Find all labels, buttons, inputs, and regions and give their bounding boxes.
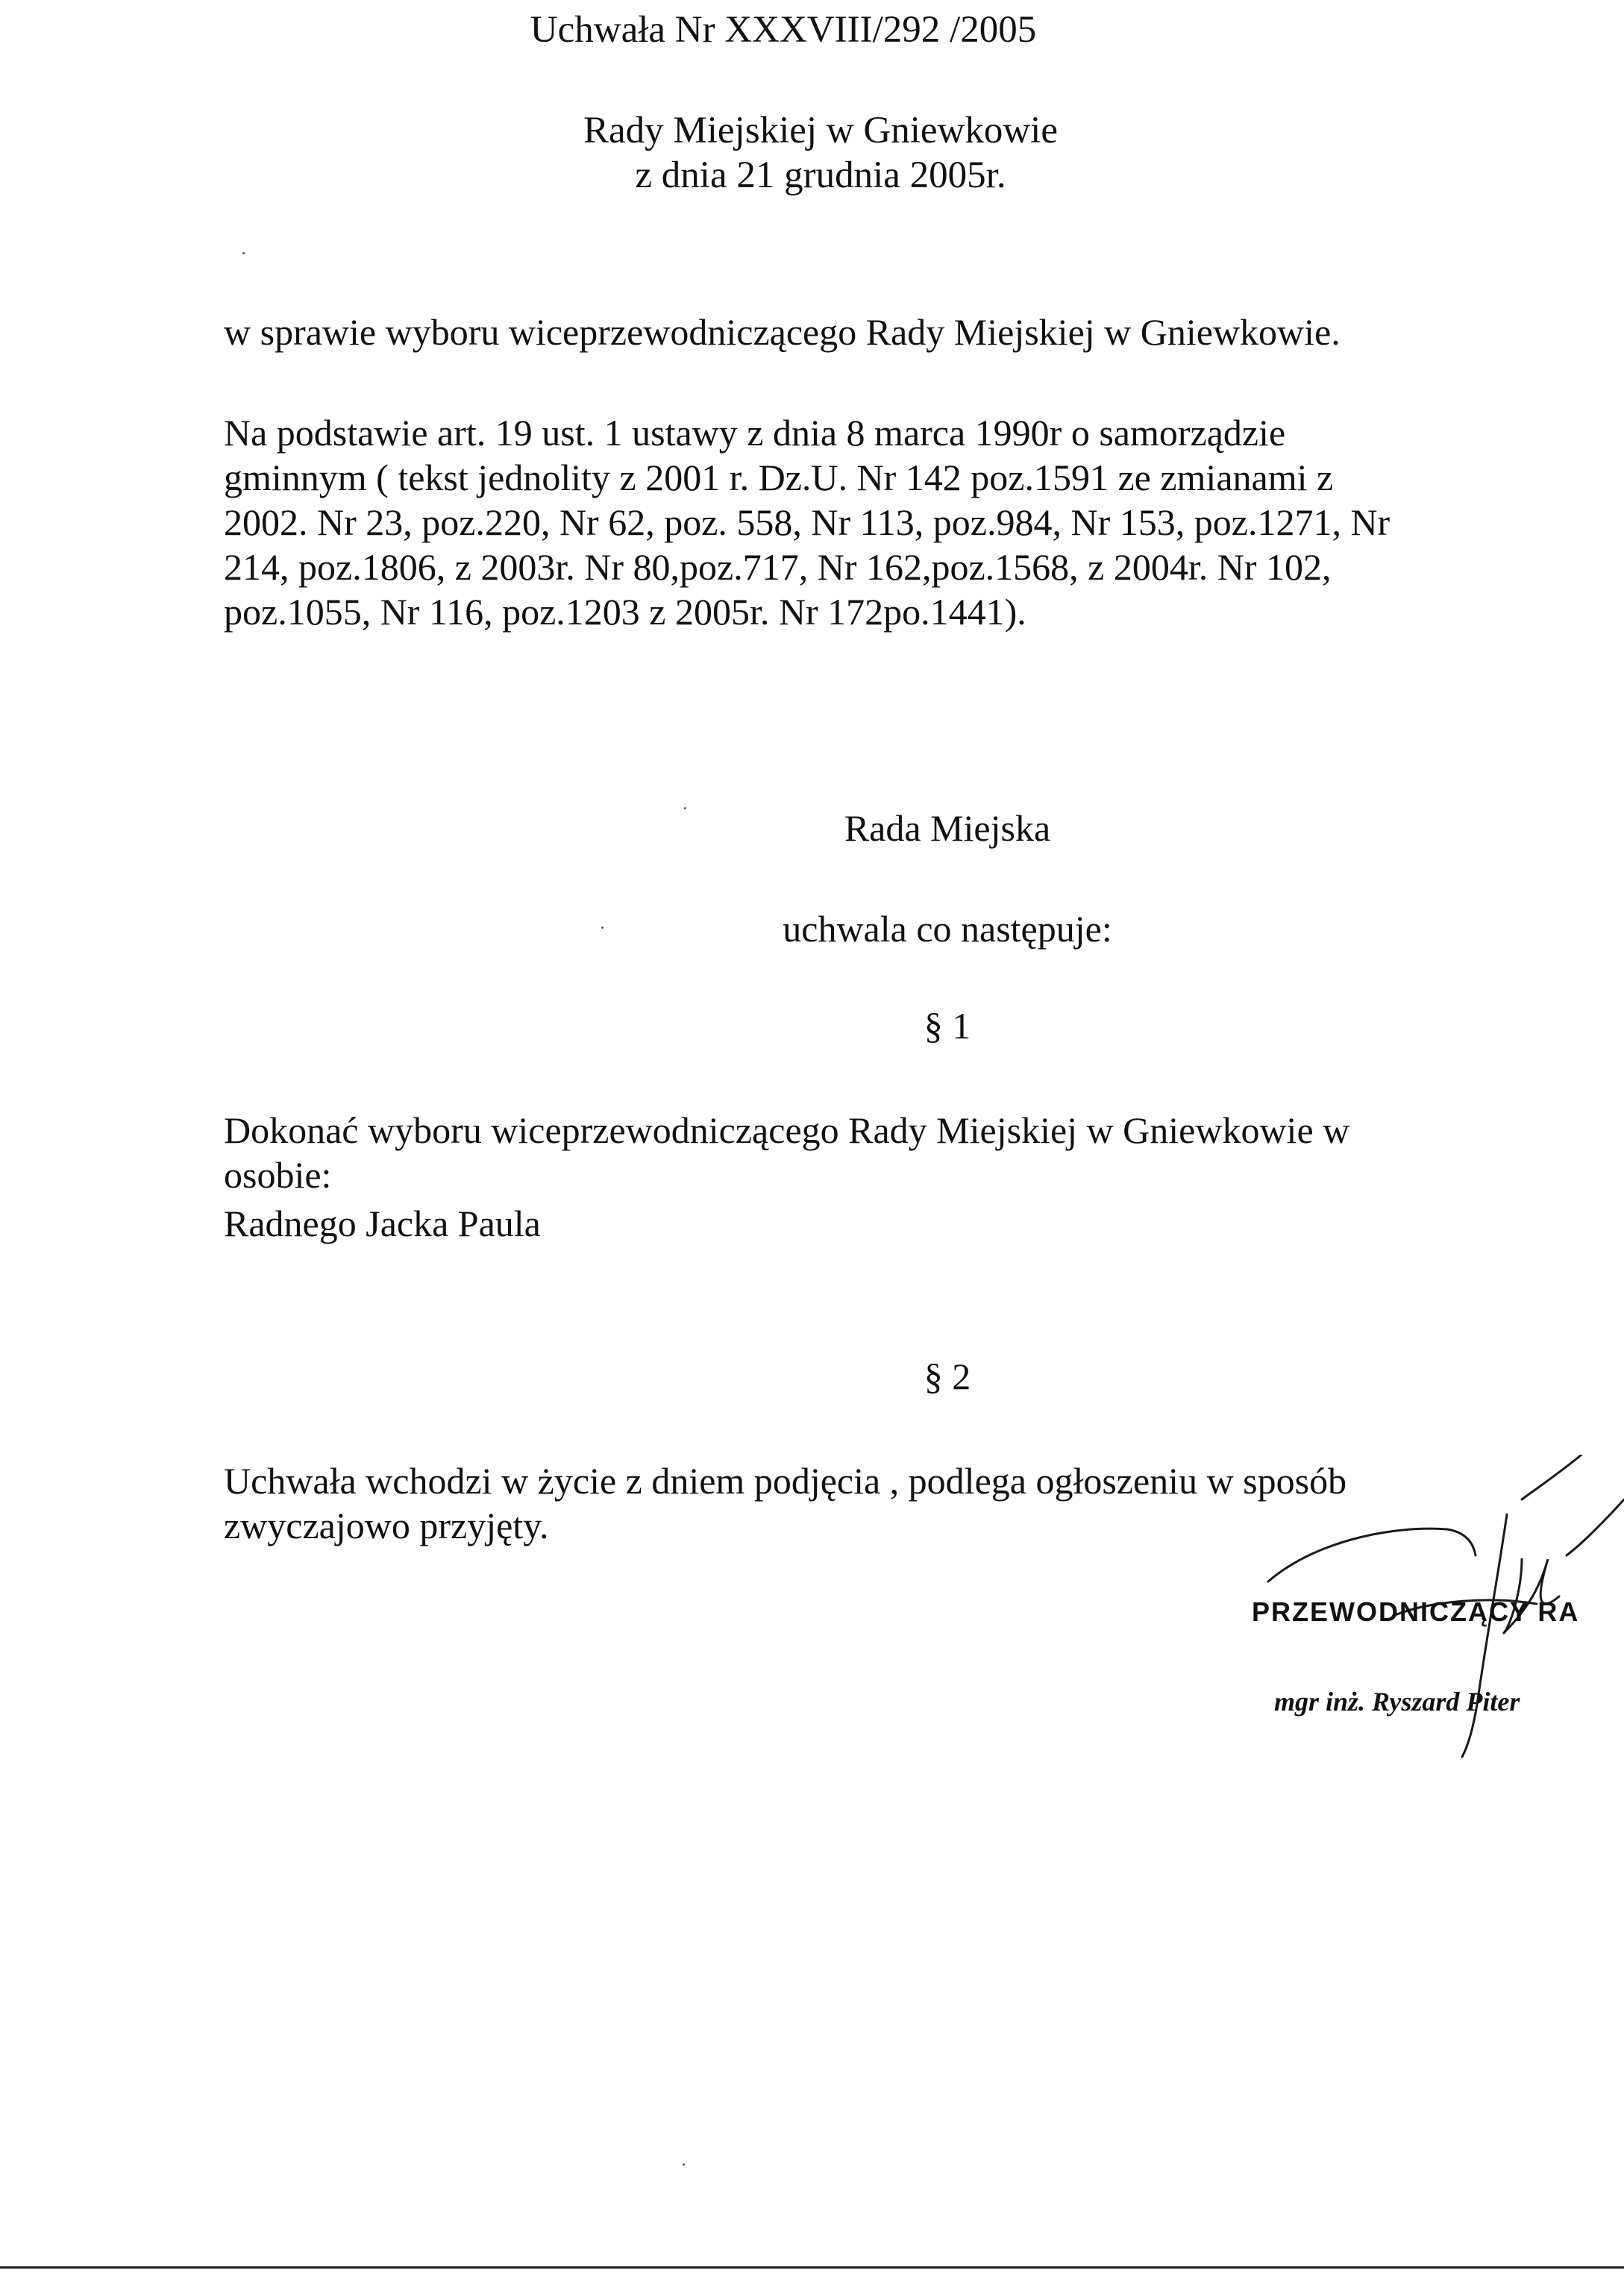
resolution-number: Uchwała Nr XXXVIII/292 /2005 bbox=[530, 9, 1037, 51]
stamp-title: PRZEWODNICZĄCY RA bbox=[1252, 1596, 1580, 1627]
scan-speck bbox=[242, 252, 245, 254]
section-1-mark: § 1 bbox=[924, 1005, 971, 1047]
legal-basis-line: 2002. Nr 23, poz.220, Nr 62, poz. 558, Nr 113, poz.984, Nr 153, poz.1271, Nr bbox=[224, 501, 1391, 543]
scan-speck bbox=[683, 2163, 685, 2166]
section-1-line: Radnego Jacka Paula bbox=[224, 1203, 541, 1244]
section-1-line: osobie: bbox=[224, 1154, 332, 1196]
resolution-date: z dnia 21 grudnia 2005r. bbox=[635, 154, 1006, 196]
legal-basis-line: gminnym ( tekst jednolity z 2001 r. Dz.U. Nr 142 poz.1591 ze zmianami z bbox=[224, 457, 1334, 498]
stamp-name: mgr inż. Ryszard Piter bbox=[1274, 1687, 1520, 1717]
council-body: Rada Miejska bbox=[844, 807, 1051, 849]
resolution-phrase: uchwala co następuje: bbox=[783, 908, 1112, 950]
legal-basis-line: 214, poz.1806, z 2003r. Nr 80,poz.717, Nr 162,poz.1568, z 2004r. Nr 102, bbox=[224, 546, 1332, 588]
resolution-subject: w sprawie wyboru wiceprzewodniczącego Rady Miejskiej w Gniewkowie. bbox=[224, 311, 1341, 353]
section-1-line: Dokonać wyboru wiceprzewodniczącego Rady Miejskiej w Gniewkowie w bbox=[224, 1109, 1350, 1151]
section-2-line: zwyczajowo przyjęty. bbox=[224, 1505, 549, 1546]
council-name: Rady Miejskiej w Gniewkowie bbox=[583, 110, 1058, 151]
legal-basis-line: Na podstawie art. 19 ust. 1 ustawy z dnia 8 marca 1990r o samorządzie bbox=[224, 412, 1286, 454]
legal-basis-line: poz.1055, Nr 116, poz.1203 z 2005r. Nr 172po.1441). bbox=[224, 591, 1026, 633]
scan-speck bbox=[684, 807, 686, 809]
section-2-line: Uchwała wchodzi w życie z dniem podjęcia , podlega ogłoszeniu w sposób bbox=[224, 1460, 1347, 1502]
section-2-mark: § 2 bbox=[924, 1355, 971, 1397]
scan-speck bbox=[601, 927, 603, 929]
footer-rule bbox=[0, 2266, 1624, 2269]
